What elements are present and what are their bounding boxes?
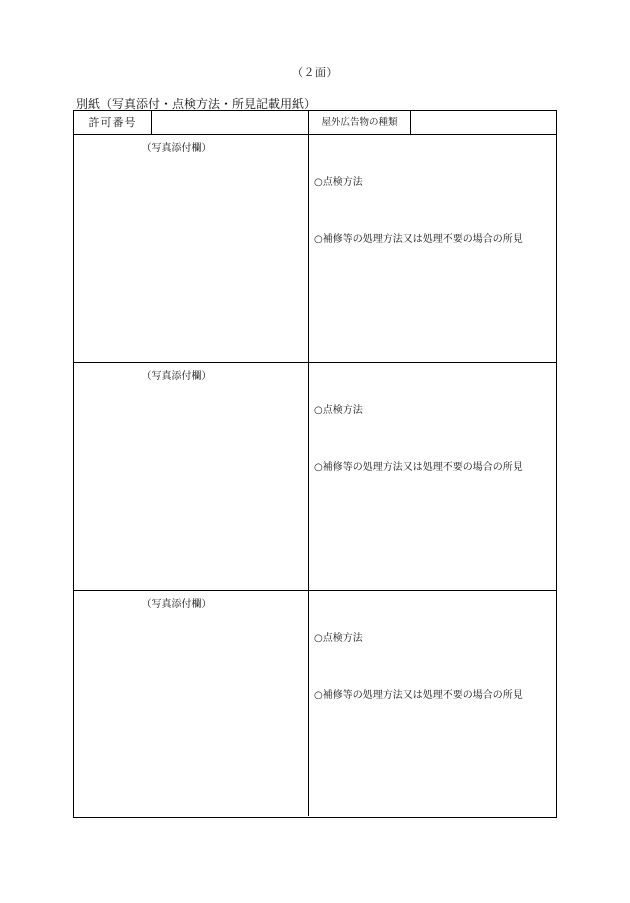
ad-type-label: 屋外広告物の種類: [309, 111, 411, 134]
photo-attachment-area[interactable]: [74, 591, 309, 816]
repair-opinion-label: ○補修等の処理方法又は処理不要の場合の所見: [314, 690, 523, 701]
permit-number-label: 許可番号: [74, 111, 152, 134]
photo-attachment-area[interactable]: [74, 135, 309, 362]
inspection-method-label: ○点検方法: [314, 405, 363, 416]
repair-opinion-label: ○補修等の処理方法又は処理不要の場合の所見: [314, 234, 523, 245]
form-title: 別紙（写真添付・点検方法・所見記載用紙）: [76, 97, 317, 111]
notes-area[interactable]: [309, 363, 555, 590]
notes-area[interactable]: [309, 135, 555, 362]
inspection-method-label: ○点検方法: [314, 633, 363, 644]
repair-opinion-label: ○補修等の処理方法又は処理不要の場合の所見: [314, 462, 523, 473]
ad-type-field[interactable]: [411, 111, 555, 134]
permit-number-field[interactable]: [152, 111, 309, 134]
inspection-section-3: [74, 591, 556, 816]
photo-attachment-label: （写真添付欄）: [141, 371, 212, 382]
inspection-form-table: [73, 110, 557, 818]
page-number: （２面）: [292, 66, 338, 79]
notes-area[interactable]: [309, 591, 555, 816]
photo-attachment-label: （写真添付欄）: [141, 143, 212, 154]
photo-attachment-area[interactable]: [74, 363, 309, 590]
inspection-section-2: [74, 363, 556, 591]
inspection-method-label: ○点検方法: [314, 177, 363, 188]
inspection-section-1: [74, 135, 556, 363]
header-row: [74, 111, 556, 135]
photo-attachment-label: （写真添付欄）: [141, 599, 212, 610]
